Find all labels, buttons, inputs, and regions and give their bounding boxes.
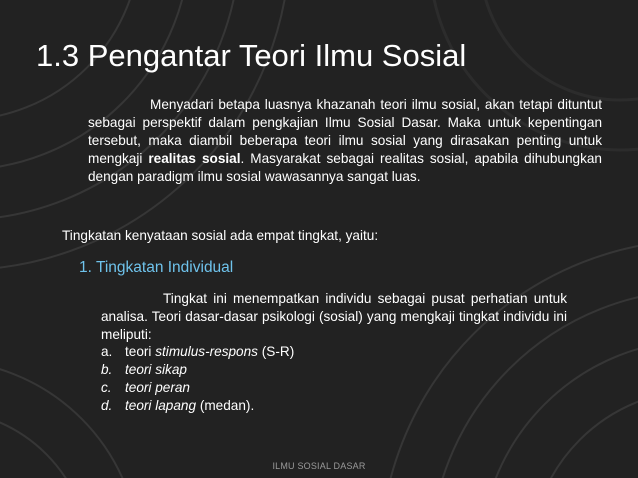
body-paragraph	[101, 290, 567, 344]
intro-paragraph	[88, 96, 602, 186]
list-marker: a.	[101, 344, 113, 359]
levels-sentence: Tingkatan kenyataan sosial ada empat tingkat, yaitu:	[62, 228, 379, 243]
intro-bold-term: realitas sosial	[148, 151, 241, 166]
list-marker: b.	[101, 362, 113, 377]
list-item: a. teori stimulus-respons (S-R)	[101, 344, 295, 359]
subheading-individual: 1. Tingkatan Individual	[79, 259, 234, 276]
slide-title: 1.3 Pengantar Teori Ilmu Sosial	[36, 38, 467, 73]
body-text: Tingkat ini menempatkan individu sebagai pusat perhatian untuk analisa. Teori dasar-dasar psikologi (sosial) yang mengkaji tingkat individu ini meliputi:	[101, 291, 567, 342]
intro-text-2: . Masyarakat sebagai realitas sosial, apabila dihubungkan dengan paradigm ilmu sosial wawasannya sangat luas.	[88, 151, 602, 184]
theory-list	[101, 343, 294, 415]
list-item: d. teori lapang (medan).	[101, 398, 255, 413]
intro-text-1: Menyadari betapa luasnya khazanah teori ilmu sosial, akan tetapi dituntut sebagai perspektif dalam pengkajian Ilmu Sosial Dasar. Maka untuk kepentingan tersebut, maka diambil beberapa teori ilmu sosial yang dirasakan penting untuk mengkaji	[88, 97, 602, 166]
list-item: c. teori peran	[101, 380, 190, 395]
list-item: b. teori sikap	[101, 362, 187, 377]
slide-footer: ILMU SOSIAL DASAR	[272, 461, 366, 471]
list-marker: d.	[101, 398, 113, 413]
list-marker: c.	[101, 380, 112, 395]
